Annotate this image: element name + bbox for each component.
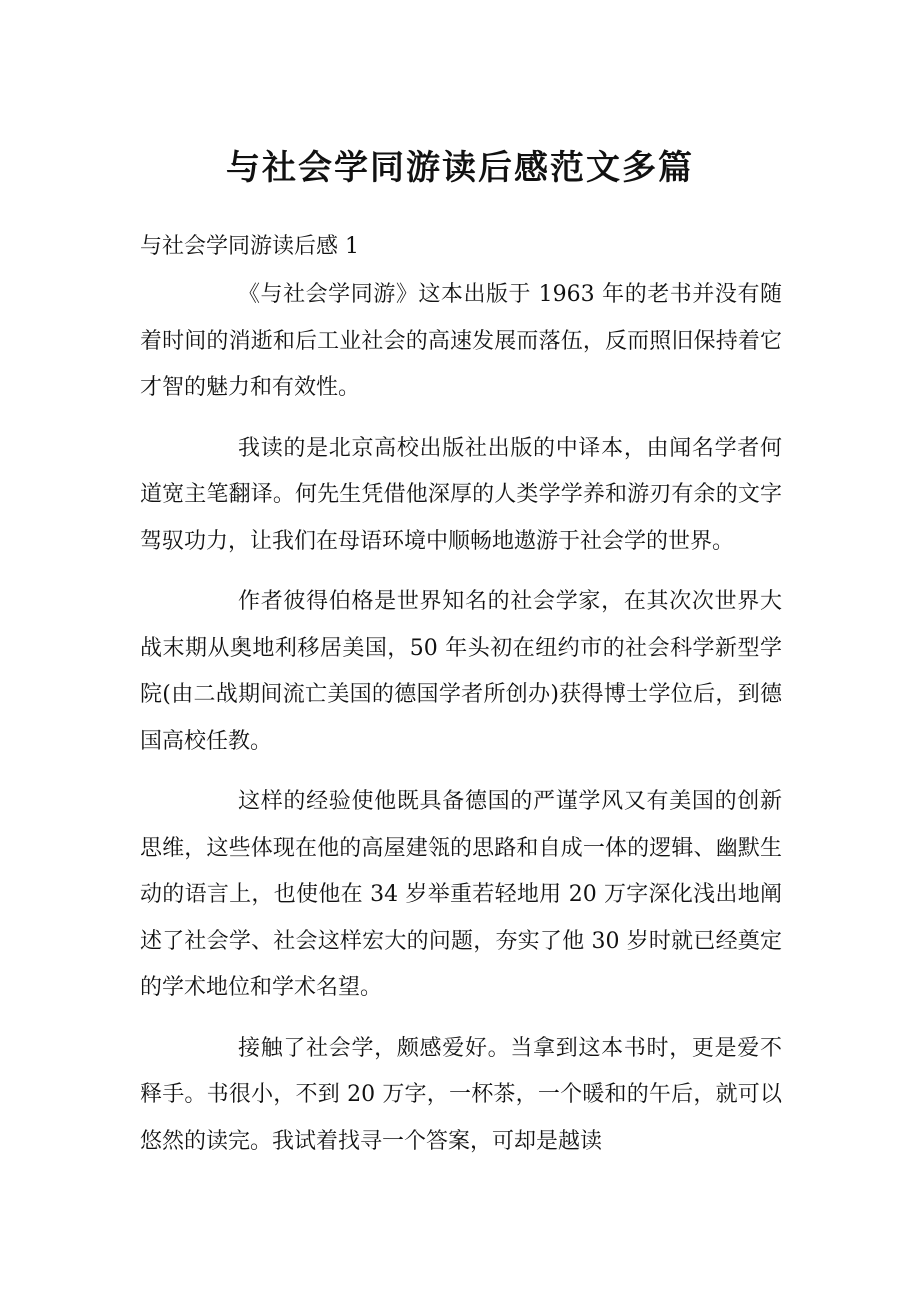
document-title: 与社会学同游读后感范文多篇 — [226, 148, 694, 188]
paragraph-1: 《与社会学同游》这本出版于 1963 年的老书并没有随着时间的消逝和后工业社会的高速发展而落伍，反而照旧保持着它才智的魅力和有效性。 — [140, 282, 782, 400]
section-heading: 与社会学同游读后感 1 — [140, 234, 359, 259]
body-text — [140, 272, 782, 1179]
paragraph-2: 我读的是北京高校出版社出版的中译本，由闻名学者何道宽主笔翻译。何先生凭借他深厚的人类学学养和游刃有余的文字驾驭功力，让我们在母语环境中顺畅地遨游于社会学的世界。 — [140, 435, 782, 554]
paragraph-5: 接触了社会学，颇感爱好。当拿到这本书时，更是爱不释手。书很小，不到 20 万字，一杯茶，一个暖和的午后，就可以悠然的读完。我试着找寻一个答案，可却是越读 — [140, 1035, 782, 1154]
paragraph-4: 这样的经验使他既具备德国的严谨学风又有美国的创新思维，这些体现在他的高屋建瓴的思路和自成一体的逻辑、幽默生动的语言上，也使他在 34 岁举重若轻地用 20 万字深化浅出地阐述了社会学、社会这样宏大的问题，夯实了他 30 岁时就已经奠定的学术地位和学术名望。 — [140, 789, 782, 1000]
paragraph-3: 作者彼得伯格是世界知名的社会学家，在其次次世界大战末期从奥地利移居美国，50 年头初在纽约市的社会科学新型学院(由二战期间流亡美国的德国学者所创办)获得博士学位后，到德国高校任教。 — [140, 589, 782, 754]
